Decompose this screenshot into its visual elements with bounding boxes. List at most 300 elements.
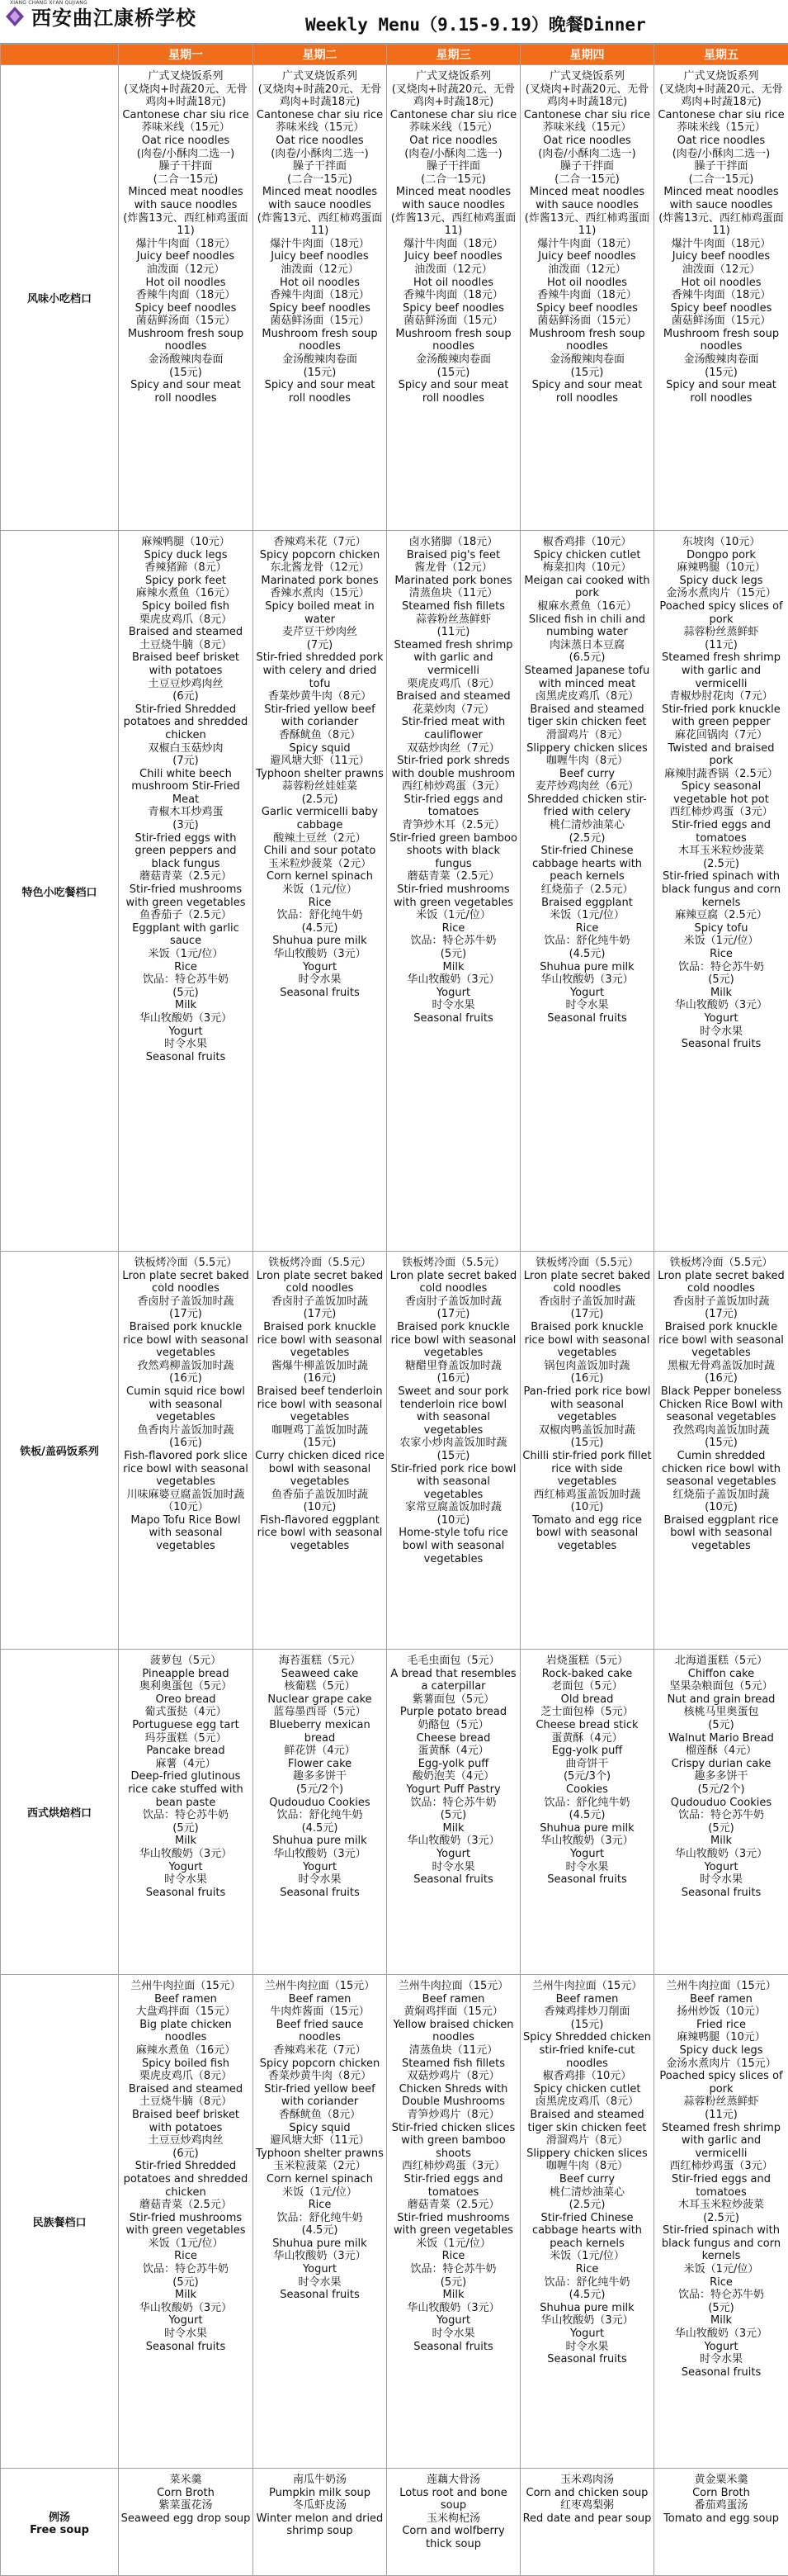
menu-item-line: 饮品：舒化纯牛奶 [522, 2276, 652, 2290]
menu-item-line: (5元) [389, 2276, 518, 2290]
menu-cell [521, 1252, 654, 1650]
menu-item-line: (17元) [120, 1308, 251, 1321]
menu-item-line: Oat rice noodles [389, 135, 518, 148]
menu-item-line: Beef ramen [656, 1993, 786, 2006]
menu-item-line: (15元) [656, 1437, 786, 1450]
menu-cell [521, 1975, 654, 2469]
menu-item-line: Stir-fried eggs and tomatoes [389, 793, 518, 819]
menu-item-line: 海苔蛋糕（5元） [255, 1655, 385, 1668]
menu-item-line: Juicy beef noodles [389, 250, 518, 263]
menu-item-line: Corn Broth [656, 2487, 786, 2500]
menu-item-line: 菜米羹 [120, 2474, 251, 2487]
menu-item-line: 黑椒无骨鸡盖饭加时蔬 [656, 1360, 786, 1373]
menu-item-line: Seaweed egg drop soup [120, 2512, 251, 2526]
menu-item-line: Shuhua pure milk [255, 2237, 385, 2251]
menu-item-line: (叉烧肉+时蔬20元、无骨鸡肉+时蔬18元) [120, 83, 251, 109]
menu-item-line: 避风塘大虾（11元） [255, 755, 385, 768]
menu-item-line: 椒香鸡排（10元） [522, 2070, 652, 2083]
menu-item-line: Hot oil noodles [255, 277, 385, 290]
menu-item-line: 西红柿鸡蛋盖饭加时蔬 [522, 1489, 652, 1502]
menu-item-line: Minced meat noodles with sauce noodles [656, 186, 786, 211]
menu-item-line: Cantonese char siu rice [255, 109, 385, 122]
menu-item-line: Braised pork knuckle rice bowl with seasonal vegetables [120, 1321, 251, 1360]
menu-item-line: Fried rice [656, 2019, 786, 2032]
menu-item-line: Stir-fried eggs and tomatoes [389, 2173, 518, 2199]
menu-item-line: 时令水果 [522, 2341, 652, 2354]
menu-item-line: 广式叉烧饭系列 [656, 70, 786, 83]
menu-item-line: 华山牧酸奶（3元） [255, 948, 385, 961]
menu-cell [119, 1252, 253, 1650]
menu-item-line: Spicy beef noodles [522, 302, 652, 315]
menu-item-line: (肉卷/小酥肉二选一) [522, 148, 652, 161]
menu-item-line: 爆汁牛肉面（18元） [120, 238, 251, 251]
menu-item-line: 玉米粒菠菜（2元） [255, 2160, 385, 2173]
menu-item-line: Typhoon shelter prawns [255, 768, 385, 781]
menu-item-line: Twisted and braised pork [656, 742, 786, 768]
menu-item-line: Poached spicy slices of pork [656, 600, 786, 626]
menu-item-line: 香辣牛肉面（18元） [522, 289, 652, 302]
menu-item-line: Chilli stir-fried pork fillet rice with side vegetables [522, 1450, 652, 1489]
menu-item-line: (肉卷/小酥肉二选一) [120, 148, 251, 161]
menu-item-line: 油泼面（12元） [255, 263, 385, 277]
menu-item-line: (6元) [120, 2147, 251, 2161]
menu-cell [654, 531, 788, 1252]
menu-item-line: 金汤酸辣肉卷面 [255, 353, 385, 367]
school-name-en: XIANG CHANG XI'AN QUJIANG [10, 0, 87, 6]
menu-item-line: Spicy duck legs [656, 2044, 786, 2057]
menu-item-line: Juicy beef noodles [120, 250, 251, 263]
menu-item-line: Rice [522, 2263, 652, 2276]
menu-item-line: Spicy beef noodles [656, 302, 786, 315]
menu-item-line: Beef ramen [255, 1993, 385, 2006]
menu-item-line: Egg-yolk puff [522, 1745, 652, 1758]
menu-item-line: Tomato and egg soup [656, 2512, 786, 2526]
menu-cell [253, 1252, 387, 1650]
menu-item-line: 香辣牛肉面（18元） [656, 289, 786, 302]
menu-item-line: (叉烧肉+时蔬20元、无骨鸡肉+时蔬18元) [656, 83, 786, 109]
menu-row [1, 2469, 788, 2576]
menu-item-line: Cookies [522, 1783, 652, 1797]
category-label [1, 1252, 119, 1650]
menu-item-line: Braised and steamed tiger skin chicken feet [522, 2109, 652, 2134]
menu-item-line: 农家小炒肉盖饭加时蔬 [389, 1437, 518, 1450]
menu-item-line: 香酥鱿鱼（8元） [255, 729, 385, 742]
menu-item-line: 卤黑虎皮鸡爪（8元） [522, 690, 652, 703]
menu-item-line: 饮品：舒化纯牛奶 [255, 2212, 385, 2225]
menu-item-line: 饮品：特仑苏牛奶 [656, 2289, 786, 2302]
menu-item-line: 臊子干拌面 [255, 160, 385, 173]
menu-item-line: (炸酱13元、西红柿鸡蛋面11) [120, 212, 251, 238]
menu-item-line: Cantonese char siu rice [656, 109, 786, 122]
menu-item-line: Beef ramen [389, 1993, 518, 2006]
menu-item-line: Oat rice noodles [120, 135, 251, 148]
menu-item-line: 华山牧酸奶（3元） [120, 2302, 251, 2315]
menu-item-line: Corn and chicken soup [522, 2487, 652, 2500]
menu-item-line: Seasonal fruits [522, 2353, 652, 2366]
menu-item-line: (15元) [389, 1450, 518, 1463]
menu-item-line: (16元) [389, 1372, 518, 1385]
menu-item-line: (5元/2个) [656, 1783, 786, 1797]
menu-item-line: Mushroom fresh soup noodles [522, 328, 652, 353]
menu-item-line: 鱼香茄子盖饭加时蔬 [255, 1489, 385, 1502]
menu-item-line: (15元) [522, 367, 652, 380]
menu-item-line: Stir-fried spinach with black fungus and corn kernels [656, 870, 786, 909]
menu-item-line: Yogurt [255, 1861, 385, 1874]
menu-item-line: Mushroom fresh soup noodles [389, 328, 518, 353]
menu-item-line: (7元) [255, 639, 385, 652]
menu-item-line: Chili white beech mushroom Stir-Fried Meat [120, 768, 251, 807]
menu-item-line: Corn Broth [120, 2487, 251, 2500]
menu-item-line: Hot oil noodles [522, 277, 652, 290]
menu-item-line: Shuhua pure milk [522, 1822, 652, 1835]
menu-item-line: 兰州牛肉拉面（15元） [389, 1980, 518, 1993]
category-label [1, 1650, 119, 1975]
menu-item-line: (4.5元) [255, 922, 385, 935]
menu-item-line: 扬州炒饭（10元） [656, 2005, 786, 2019]
menu-item-line: 蓝莓墨西哥（5元） [255, 1706, 385, 1719]
menu-item-line: 麦芹炒鸡肉丝（6元） [522, 780, 652, 793]
menu-item-line: 玉米枸杞汤 [389, 2512, 518, 2526]
menu-item-line: Seasonal fruits [389, 1873, 518, 1887]
menu-item-line: 香菜炒黄牛肉（8元） [255, 690, 385, 703]
menu-item-line: Seasonal fruits [522, 1012, 652, 1025]
menu-item-line: Braised eggplant [522, 897, 652, 910]
menu-item-line: 青笋炒木耳（2.5元） [389, 819, 518, 832]
menu-item-line: (5元) [120, 987, 251, 1000]
menu-item-line: (10元) [656, 1501, 786, 1514]
menu-item-line: Spicy beef noodles [389, 302, 518, 315]
menu-item-line: (2.5元) [522, 832, 652, 845]
menu-item-line: Yogurt [656, 1861, 786, 1874]
menu-item-line: Spicy boiled meat in water [255, 600, 385, 626]
menu-item-line: Milk [389, 961, 518, 974]
menu-item-line: Fish-flavored pork slice rice bowl with seasonal vegetables [120, 1450, 251, 1489]
menu-item-line: Stir-fried chicken slices with green bamboo shoots [389, 2122, 518, 2161]
menu-item-line: 饮品：特仑苏牛奶 [120, 973, 251, 987]
menu-item-line: Pineapple bread [120, 1668, 251, 1681]
menu-item-line: 时令水果 [656, 2353, 786, 2366]
menu-item-line: Stir-fried pork knuckle with green pepper [656, 703, 786, 729]
menu-cell [119, 1975, 253, 2469]
menu-item-line: Milk [120, 1835, 251, 1848]
menu-item-line: Stir-fried shredded pork with celery and dried tofu [255, 651, 385, 690]
menu-item-line: 麻辣水煮鱼（16元） [120, 587, 251, 600]
menu-item-line: Eggplant with garlic sauce [120, 922, 251, 948]
menu-item-line: 坚果杂粮面包（5元） [656, 1680, 786, 1693]
menu-item-line: 时令水果 [255, 973, 385, 987]
menu-item-line: 菌菇鲜汤面（15元） [120, 315, 251, 328]
menu-item-line: 香酥鱿鱼（8元） [255, 2109, 385, 2122]
menu-item-line: Stir-fried mushrooms with green vegetables [389, 883, 518, 909]
menu-item-line: Lotus root and bone soup [389, 2487, 518, 2512]
menu-item-line: Mushroom fresh soup noodles [255, 328, 385, 353]
menu-item-line: 土豆豆炒鸡肉丝 [120, 2134, 251, 2147]
menu-item-line: Seasonal fruits [522, 1873, 652, 1887]
menu-item-line: Spicy beef noodles [255, 302, 385, 315]
menu-item-line: Mushroom fresh soup noodles [120, 328, 251, 353]
menu-item-line: 蛋黄酥（4元） [522, 1732, 652, 1745]
menu-item-line: Corn and wolfberry thick soup [389, 2525, 518, 2550]
menu-item-line: 香辣水煮肉（15元） [255, 587, 385, 600]
menu-item-line: Stir-fried eggs and tomatoes [656, 819, 786, 845]
menu-item-line: Spicy and sour meat roll noodles [255, 379, 385, 405]
category-label-line: 特色小吃餐档口 [1, 883, 118, 899]
menu-item-line: Milk [389, 1822, 518, 1835]
menu-item-line: (5元) [120, 2276, 251, 2290]
menu-item-line: (二合一15元) [120, 173, 251, 187]
menu-item-line: Walnut Mario Bread [656, 1732, 786, 1745]
menu-item-line: Hot oil noodles [389, 277, 518, 290]
menu-item-line: 麻辣肘蔬香锅（2.5元） [656, 768, 786, 781]
menu-item-line: 趣多多饼干 [656, 1770, 786, 1783]
category-label [1, 65, 119, 531]
menu-item-line: Chili and sour potato [255, 845, 385, 858]
menu-item-line: Spicy tofu [656, 922, 786, 935]
menu-item-line: (17元) [522, 1308, 652, 1321]
menu-item-line: Cumin shredded chicken rice bowl with seasonal vegetables [656, 1450, 786, 1489]
menu-item-line: 臊子干拌面 [656, 160, 786, 173]
menu-item-line: Seasonal fruits [389, 1012, 518, 1025]
menu-item-line: Seasonal fruits [389, 2341, 518, 2354]
menu-item-line: (5元/3个) [522, 1770, 652, 1783]
menu-item-line: 荞味米线（15元） [120, 121, 251, 135]
menu-item-line: 川味麻婆豆腐盖饭加时蔬（10元） [120, 1489, 251, 1514]
menu-cell [119, 1650, 253, 1975]
menu-item-line: Lron plate secret baked cold noodles [656, 1270, 786, 1295]
menu-item-line: 时令水果 [120, 1038, 251, 1051]
menu-item-line: Yogurt [522, 1848, 652, 1861]
menu-item-line: 臊子干拌面 [389, 160, 518, 173]
menu-item-line: 香辣牛肉面（18元） [255, 289, 385, 302]
menu-cell [119, 2469, 253, 2576]
menu-item-line: Seasonal fruits [656, 1887, 786, 1900]
menu-item-line: 饮品：特仑苏牛奶 [656, 1809, 786, 1822]
menu-item-line: 土豆烧牛腩（8元） [120, 2095, 251, 2109]
menu-item-line: Flower cake [255, 1758, 385, 1771]
menu-item-line: Spicy Shredded chicken stir-fried knife-cut noodles [522, 2031, 652, 2070]
menu-item-line: 荞味米线（15元） [389, 121, 518, 135]
menu-item-line: Marinated pork bones [389, 575, 518, 588]
menu-item-line: (15元) [522, 1437, 652, 1450]
menu-item-line: 蘑菇青菜（2.5元） [389, 2199, 518, 2212]
menu-item-line: 双椒肉鸭盖饭加时蔬 [522, 1424, 652, 1437]
menu-item-line: 米饭（1元/位） [522, 2250, 652, 2263]
menu-item-line: (二合一15元) [389, 173, 518, 187]
menu-item-line: 荞味米线（15元） [522, 121, 652, 135]
menu-item-line: Juicy beef noodles [522, 250, 652, 263]
menu-item-line: 酱爆牛柳盖饭加时蔬 [255, 1360, 385, 1373]
menu-item-line: Big plate chicken noodles [120, 2019, 251, 2044]
menu-item-line: Cumin squid rice bowl with seasonal vegetables [120, 1385, 251, 1424]
menu-item-line: Stir-fried yellow beef with coriander [255, 703, 385, 729]
menu-item-line: 香辣鸡排炒刀削面 [522, 2005, 652, 2019]
menu-item-line: 南瓜牛奶汤 [255, 2474, 385, 2487]
menu-item-line: Milk [656, 1835, 786, 1848]
menu-item-line: 西红柿炒鸡蛋（3元） [389, 2160, 518, 2173]
menu-item-line: 玛芬蛋糕（5元） [120, 1732, 251, 1745]
menu-item-line: (4.5元) [522, 2289, 652, 2302]
menu-item-line: Minced meat noodles with sauce noodles [120, 186, 251, 211]
menu-item-line: (10元) [389, 1514, 518, 1527]
menu-item-line: 金汤酸辣肉卷面 [522, 353, 652, 367]
menu-item-line: Yogurt [120, 2314, 251, 2327]
menu-item-line: Mapo Tofu Rice Bowl with seasonal vegetables [120, 1514, 251, 1553]
menu-item-line: 时令水果 [255, 1873, 385, 1887]
corner-cell [1, 45, 119, 65]
menu-item-line: 鱼香肉片盖饭加时蔬 [120, 1424, 251, 1437]
menu-item-line: Milk [120, 2289, 251, 2302]
menu-item-line: Spicy and sour meat roll noodles [656, 379, 786, 405]
menu-item-line: 时令水果 [389, 999, 518, 1012]
menu-item-line: (5元) [120, 1822, 251, 1835]
menu-item-line: Red date and pear soup [522, 2512, 652, 2526]
menu-table [0, 44, 788, 2576]
menu-item-line: 饮品：特仑苏牛奶 [120, 2263, 251, 2276]
menu-item-line: Steamed fish fillets [389, 600, 518, 613]
menu-item-line: Juicy beef noodles [656, 250, 786, 263]
menu-item-line: 冬瓜虾皮汤 [255, 2499, 385, 2512]
menu-item-line: Spicy chicken cutlet [522, 549, 652, 562]
menu-item-line: Spicy and sour meat roll noodles [120, 379, 251, 405]
menu-item-line: 饮品：舒化纯牛奶 [522, 935, 652, 948]
menu-item-line: 毛毛虫面包（5元） [389, 1655, 518, 1668]
menu-item-line: 麦芹豆干炒肉丝 [255, 626, 385, 639]
menu-item-line: 双菇炒鸡片（8元） [389, 2070, 518, 2083]
menu-item-line: (2.5元) [656, 2212, 786, 2225]
menu-cell [253, 1975, 387, 2469]
menu-item-line: 麻薯（4元） [120, 1758, 251, 1771]
menu-item-line: Lron plate secret baked cold noodles [120, 1270, 251, 1295]
school-name: 西安曲江康桥学校 [31, 2, 196, 31]
menu-item-line: Braised pork knuckle rice bowl with seasonal vegetables [255, 1321, 385, 1360]
menu-item-line: (15元) [389, 367, 518, 380]
menu-item-line: Sweet and sour pork tenderloin rice bowl with seasonal vegetables [389, 1385, 518, 1437]
menu-item-line: Cheese bread [389, 1732, 518, 1745]
menu-item-line: Steamed fresh shrimp with garlic and vermicelli [656, 2122, 786, 2161]
menu-item-line: Beef ramen [522, 1993, 652, 2006]
menu-item-line: 核桃马里奥蛋包 [656, 1706, 786, 1719]
day-header: 星期四 [521, 45, 654, 65]
day-header: 星期一 [119, 45, 253, 65]
menu-item-line: 菌菇鲜汤面（15元） [522, 315, 652, 328]
menu-item-line: Oreo bread [120, 1693, 251, 1707]
menu-item-line: 金汤酸辣肉卷面 [120, 353, 251, 367]
menu-item-line: (10元) [255, 1501, 385, 1514]
menu-item-line: Shuhua pure milk [255, 1835, 385, 1848]
menu-item-line: 榴莲酥（4元） [656, 1745, 786, 1758]
menu-item-line: Stir-fried Shredded potatoes and shredded chicken [120, 703, 251, 742]
menu-item-line: 咖喱牛肉（8元） [522, 2160, 652, 2173]
menu-item-line: 华山牧酸奶（3元） [389, 2302, 518, 2315]
menu-item-line: Yogurt [389, 1848, 518, 1861]
menu-item-line: Lron plate secret baked cold noodles [389, 1270, 518, 1295]
menu-item-line: Slippery chicken slices [522, 742, 652, 755]
category-label-line: 民族餐档口 [1, 2214, 118, 2229]
menu-item-line: 香辣牛肉面（18元） [120, 289, 251, 302]
menu-item-line: (6.5元) [522, 651, 652, 665]
menu-item-line: 米饭（1元/位） [255, 883, 385, 897]
menu-item-line: Rock-baked cake [522, 1668, 652, 1681]
menu-item-line: Braised and steamed [120, 626, 251, 639]
day-header: 星期三 [387, 45, 521, 65]
day-header: 星期五 [654, 45, 788, 65]
menu-item-line: Beef ramen [120, 1993, 251, 2006]
menu-item-line: 避风塘大虾（11元） [255, 2134, 385, 2147]
menu-item-line: (4.5元) [255, 2224, 385, 2237]
menu-item-line: Steamed fresh shrimp with garlic and vermicelli [656, 651, 786, 690]
menu-item-line: 金汤水煮肉片（15元） [656, 587, 786, 600]
menu-item-line: 卤水猪脚（18元） [389, 536, 518, 549]
menu-item-line: Milk [120, 999, 251, 1012]
day-header-row [1, 45, 788, 65]
menu-item-line: 莲藕大骨汤 [389, 2474, 518, 2487]
menu-item-line: Garlic vermicelli baby cabbage [255, 806, 385, 831]
menu-item-line: 香辣鸡米花（7元） [255, 2044, 385, 2057]
menu-item-line: Braised beef brisket with potatoes [120, 2109, 251, 2134]
menu-item-line: 蒜蓉粉丝娃娃菜 [255, 780, 385, 793]
menu-item-line: (炸酱13元、西红柿鸡蛋面11) [522, 212, 652, 238]
menu-item-line: 芝士面包棒（5元） [522, 1706, 652, 1719]
menu-item-line: Rice [389, 2250, 518, 2263]
menu-item-line: 时令水果 [120, 2327, 251, 2341]
menu-item-line: Yogurt [120, 1861, 251, 1874]
menu-item-line: Spicy popcorn chicken [255, 549, 385, 562]
menu-item-line: (叉烧肉+时蔬20元、无骨鸡肉+时蔬18元) [255, 83, 385, 109]
menu-item-line: Nuclear grape cake [255, 1693, 385, 1707]
menu-item-line: Deep-fried glutinous rice cake stuffed with bean paste [120, 1770, 251, 1809]
menu-item-line: 麻花回锅肉（7元） [656, 729, 786, 742]
menu-item-line: 铁板烤冷面（5.5元） [522, 1257, 652, 1270]
menu-item-line: 桃仁清炒油菜心 [522, 819, 652, 832]
category-label-line: Free soup [1, 2524, 118, 2536]
menu-item-line: 蒜蓉粉丝蒸鲜虾 [656, 2095, 786, 2109]
menu-item-line: Stir-fried meat with cauliflower [389, 716, 518, 741]
menu-item-line: (肉卷/小酥肉二选一) [255, 148, 385, 161]
menu-item-line: 栗虎皮鸡爪（8元） [120, 2070, 251, 2083]
menu-item-line: 奥利奥蛋包（5元） [120, 1680, 251, 1693]
category-label-line: 例汤 [1, 2508, 118, 2524]
menu-item-line: 香卤肘子盖饭加时蔬 [522, 1295, 652, 1309]
menu-item-line: 东北酱龙骨（12元） [255, 561, 385, 575]
menu-item-line: Juicy beef noodles [255, 250, 385, 263]
menu-item-line: 华山牧酸奶（3元） [522, 973, 652, 987]
menu-item-line: 米饭（1元/位） [120, 948, 251, 961]
menu-item-line: Oat rice noodles [522, 135, 652, 148]
menu-item-line: 华山牧酸奶（3元） [120, 1012, 251, 1025]
menu-item-line: 油泼面（12元） [522, 263, 652, 277]
menu-item-line: (肉卷/小酥肉二选一) [389, 148, 518, 161]
menu-item-line: 米饭（1元/位） [656, 935, 786, 948]
menu-item-line: 青椒炒肘花肉（7元） [656, 690, 786, 703]
menu-item-line: Spicy duck legs [656, 575, 786, 588]
menu-item-line: Braised beef brisket with potatoes [120, 651, 251, 677]
menu-item-line: Seasonal fruits [255, 987, 385, 1000]
menu-item-line: Spicy popcorn chicken [255, 2057, 385, 2071]
menu-item-line: Tomato and egg rice bowl with seasonal vegetables [522, 1514, 652, 1553]
menu-item-line: 华山牧酸奶（3元） [656, 999, 786, 1012]
menu-row [1, 1650, 788, 1975]
menu-item-line: (2.5元) [656, 858, 786, 871]
menu-item-line: 华山牧酸奶（3元） [255, 2250, 385, 2263]
menu-cell [253, 65, 387, 531]
menu-item-line: Crispy durian cake [656, 1758, 786, 1771]
menu-item-line: 蘑菇青菜（2.5元） [120, 870, 251, 883]
menu-item-line: 菌菇鲜汤面（15元） [389, 315, 518, 328]
menu-item-line: 米饭（1元/位） [522, 909, 652, 922]
menu-item-line: (叉烧肉+时蔬20元、无骨鸡肉+时蔬18元) [389, 83, 518, 109]
menu-item-line: 大盘鸡拌面（15元） [120, 2005, 251, 2019]
menu-item-line: Dongpo pork [656, 549, 786, 562]
